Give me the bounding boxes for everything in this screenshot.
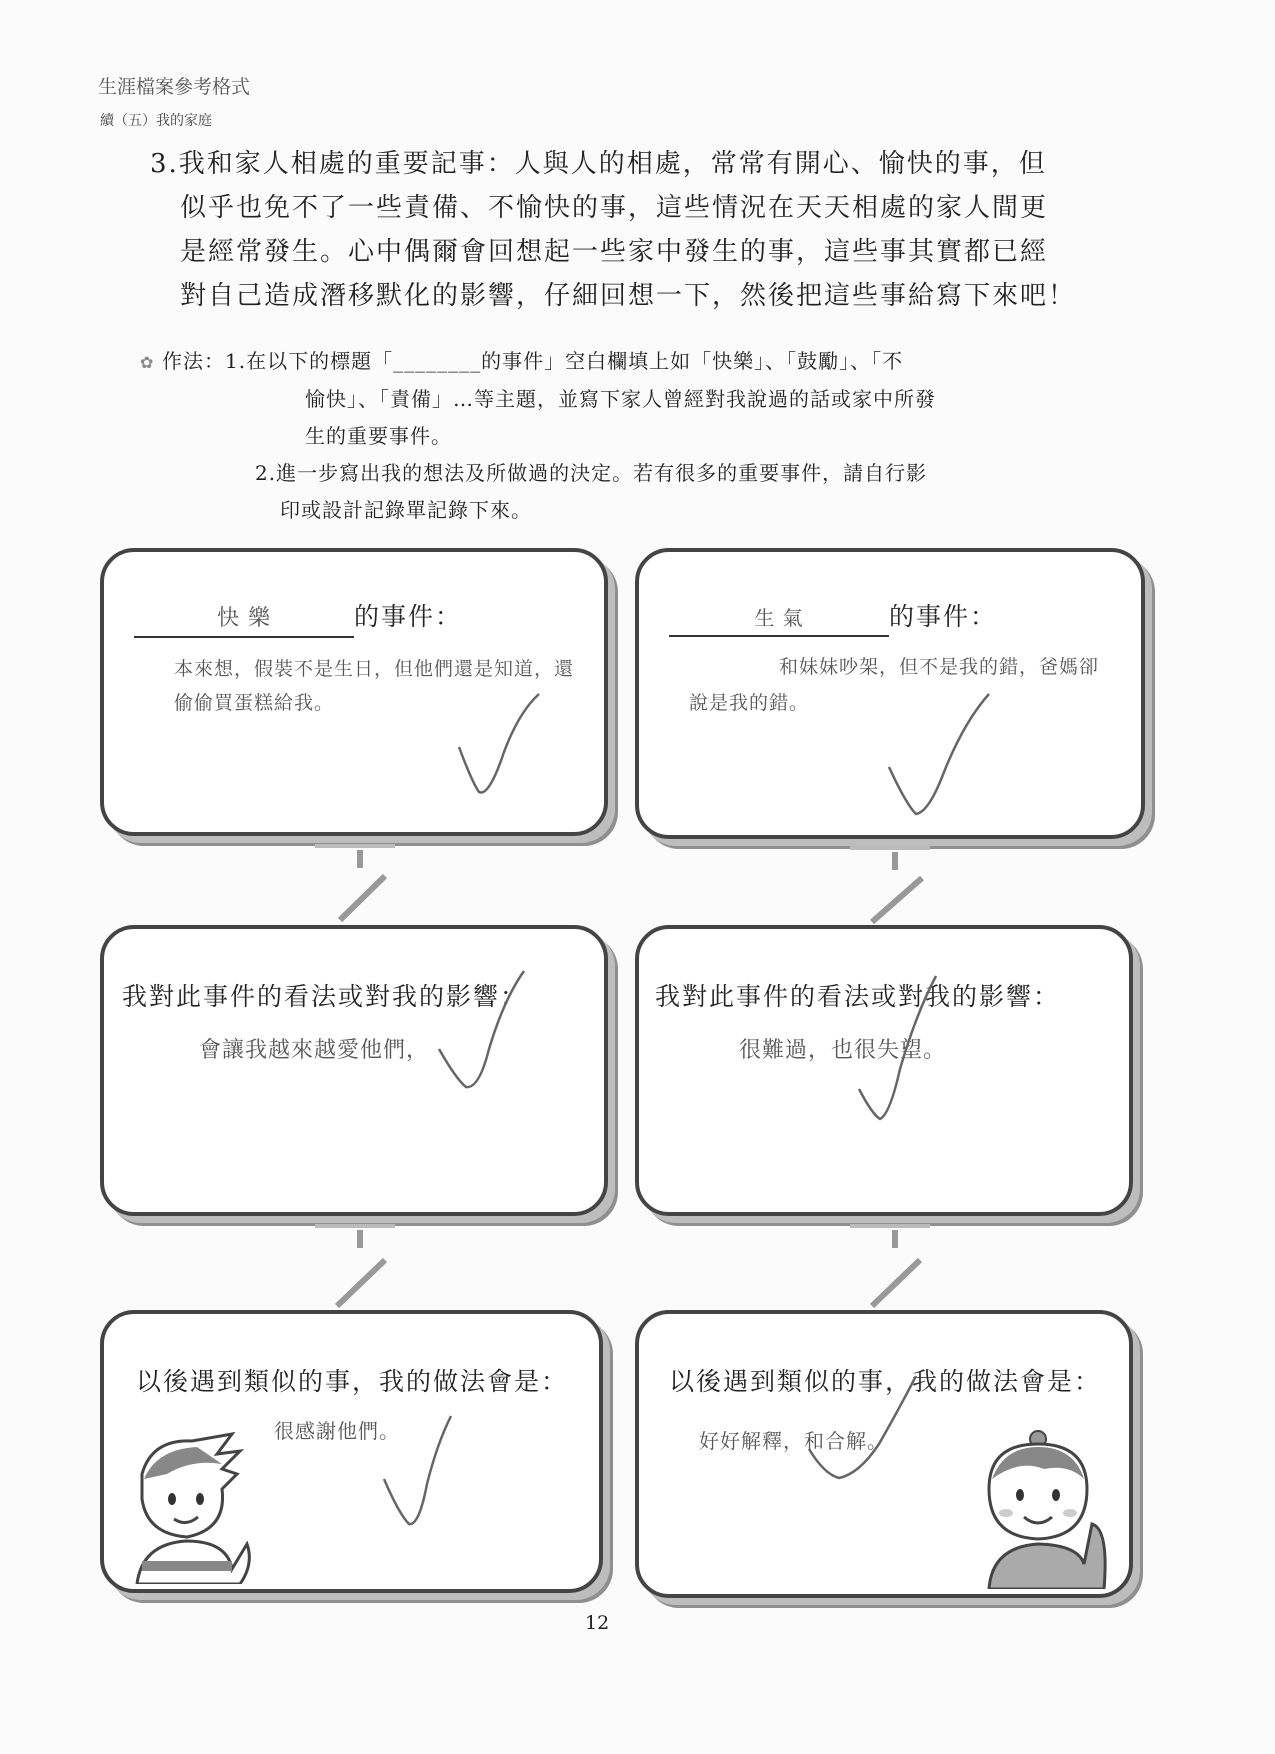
left-view-box: [100, 925, 608, 1216]
left-event-box: [100, 548, 608, 836]
intro-line: 對自己造成潛移默化的影響，仔細回想一下，然後把這些事給寫下來吧！: [180, 281, 1077, 311]
method-instructions: [140, 343, 1100, 529]
right-future-box: [635, 1310, 1133, 1598]
girl-avatar-icon: [974, 1429, 1114, 1589]
right-event-title: 的事件：: [889, 602, 998, 631]
right-event-topic: 生 氣: [754, 606, 804, 630]
connector-icon: [850, 840, 930, 925]
right-view-text: 很難過，也很失望。: [739, 1038, 947, 1063]
left-view-title: 我對此事件的看法或對我的影響：: [122, 982, 528, 1011]
method-line: 2.進一步寫出我的想法及所做過的決定。若有很多的重要事件，請自行影: [255, 461, 928, 485]
intro-line: 3.我和家人相處的重要記事：人與人的相處，常常有開心、愉快的事，但: [150, 149, 1047, 179]
method-line: 生的重要事件。: [305, 424, 452, 448]
checkmark-icon: [454, 692, 544, 802]
method-line: 作法：1.在以下的標題「________的事件」空白欄填上如「快樂」、「鼓勵」、「不: [162, 349, 904, 373]
checkmark-icon: [804, 1374, 924, 1484]
left-event-text-line: 偷偷買蛋糕給我。: [174, 692, 335, 714]
left-future-text: 很感謝他們。: [274, 1419, 400, 1443]
header-subtitle: 續（五）我的家庭: [100, 113, 212, 129]
left-event-topic: 快 樂: [217, 606, 271, 631]
checkmark-icon: [854, 974, 944, 1124]
method-line: 愉快」、「責備」…等主題，並寫下家人曾經對我說過的話或家中所發: [305, 387, 936, 411]
right-view-title: 我對此事件的看法或對我的影響：: [655, 982, 1061, 1011]
page-number: 12: [585, 1612, 610, 1634]
right-event-text-line: 說是我的錯。: [689, 692, 810, 714]
right-future-title: 以後遇到類似的事，我的做法會是：: [669, 1367, 1102, 1396]
left-future-box: [100, 1310, 603, 1593]
header-title: 生涯檔案參考格式: [98, 76, 251, 98]
method-line: 印或設計記錄單記錄下來。: [280, 498, 532, 522]
right-future-text: 好好解釋，和合解。: [699, 1429, 888, 1453]
connector-icon: [850, 1218, 930, 1308]
right-event-text-line: 和妹妹吵架，但不是我的錯，爸媽卻: [779, 656, 1100, 678]
left-event-text-line: 本來想，假裝不是生日，但他們還是知道，還: [174, 658, 575, 680]
intro-paragraph: [150, 142, 1110, 318]
connector-icon: [315, 838, 395, 923]
checkmark-icon: [884, 692, 994, 822]
left-view-text: 會讓我越來越愛他們，: [199, 1038, 430, 1063]
checkmark-icon: [379, 1414, 459, 1534]
connector-icon: [315, 1218, 395, 1308]
intro-line: 是經常發生。心中偶爾會回想起一些家中發生的事，這些事其實都已經: [180, 237, 1049, 267]
right-view-box: [635, 925, 1133, 1216]
boy-avatar-icon: [122, 1429, 252, 1584]
intro-line: 似乎也免不了一些責備、不愉快的事，這些情況在天天相處的家人間更: [180, 193, 1049, 223]
left-future-title: 以後遇到類似的事，我的做法會是：: [136, 1367, 569, 1396]
checkmark-icon: [434, 969, 534, 1109]
right-event-box: [635, 548, 1145, 839]
paw-icon: ✿: [140, 353, 155, 372]
left-event-title: 的事件：: [354, 602, 463, 631]
